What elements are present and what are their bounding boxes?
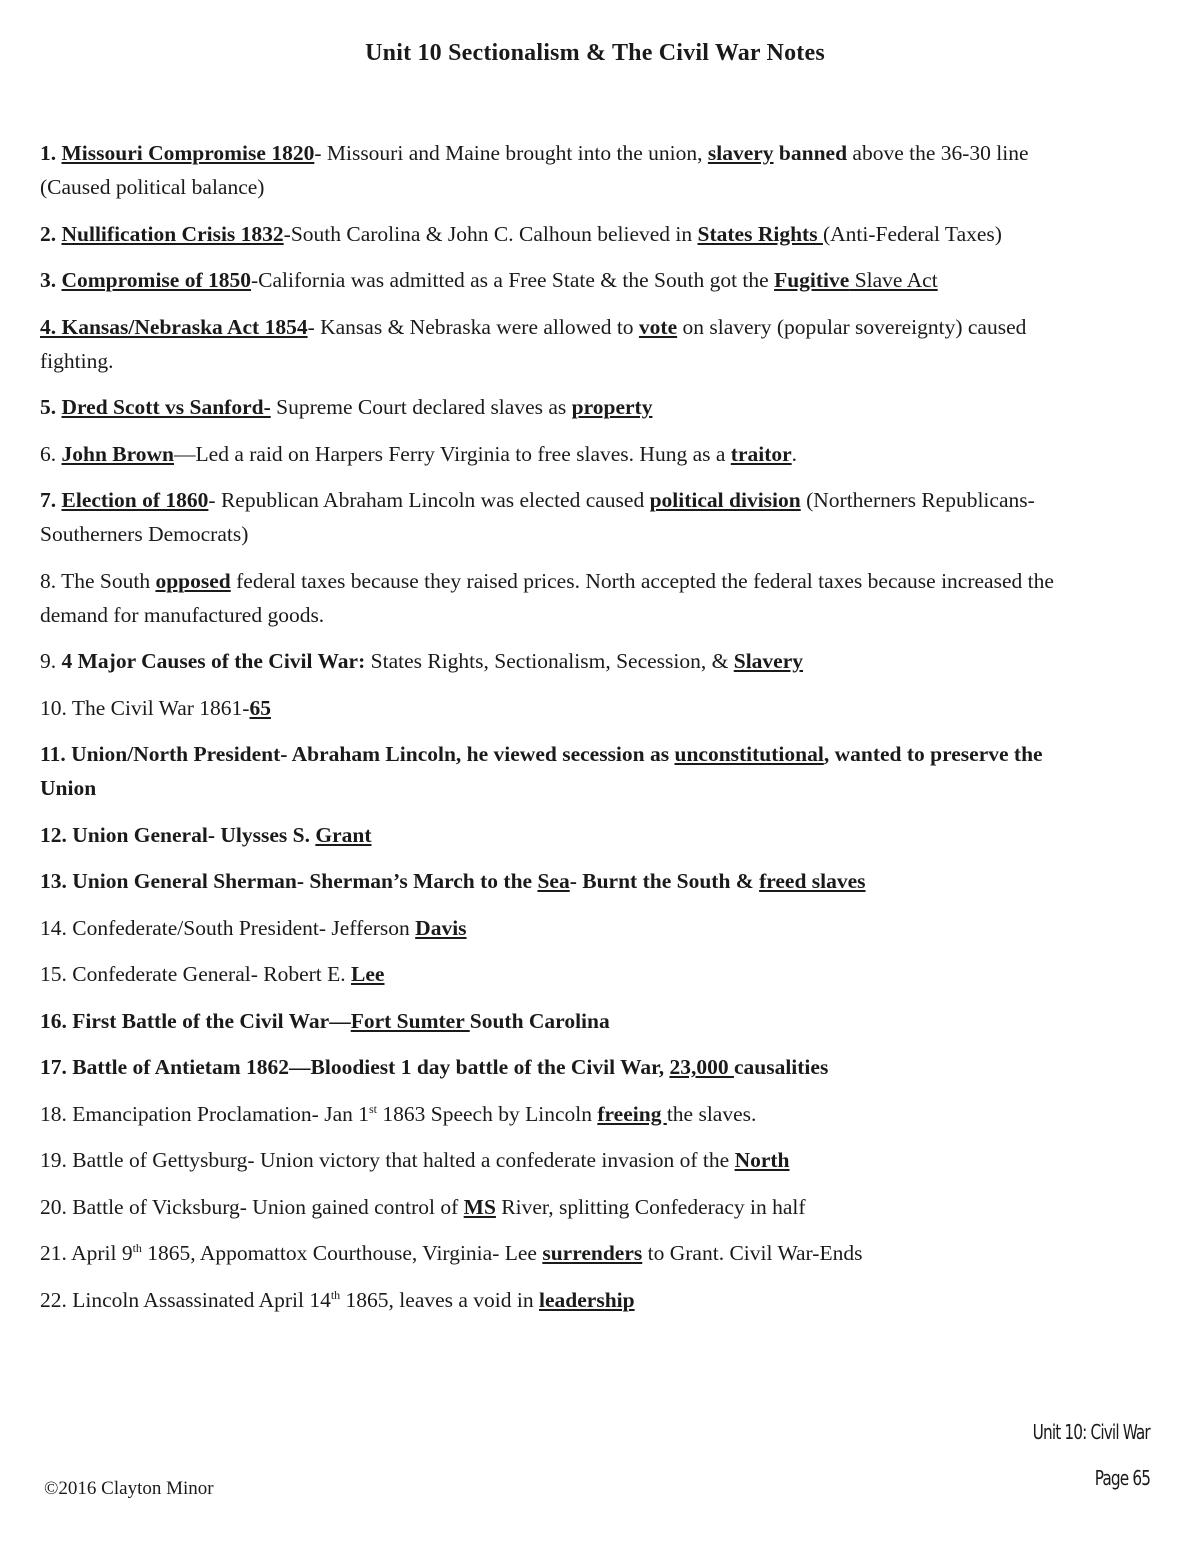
note-key-term: Lee — [351, 962, 385, 986]
note-text: 15. Confederate General- Robert E. — [40, 962, 352, 986]
note-key-term: traitor — [730, 441, 792, 466]
note-item — [40, 217, 1080, 251]
note-text: on slavery (popular sovereignty) caused fighting. — [40, 314, 1027, 373]
note-item — [40, 390, 1080, 424]
note-item — [40, 1097, 1080, 1131]
note-text: 22. Lincoln Assassinated April 14 — [40, 1287, 331, 1312]
note-key-term: 65 — [249, 695, 271, 720]
note-number: 9. — [40, 649, 62, 673]
note-key-term: 23,000 — [669, 1055, 734, 1079]
note-text: 8. The South — [40, 568, 156, 593]
note-key-term: opposed — [155, 568, 231, 593]
note-text: - Republican Abraham Lincoln was elected caused — [208, 488, 650, 512]
ordinal-suffix: th — [330, 1287, 341, 1302]
note-text: 20. Battle of Vicksburg- Union gained control of — [40, 1194, 464, 1219]
note-item — [40, 1190, 1080, 1224]
note-text: 12. Union General- Ulysses S. — [40, 822, 316, 847]
note-key-term: MS — [463, 1194, 496, 1219]
note-term: 4 Major Causes of the Civil War: — [61, 649, 366, 673]
note-key-term: banned — [773, 141, 848, 165]
note-key-term: freeing — [597, 1101, 667, 1126]
note-text: . — [791, 441, 798, 466]
ordinal-suffix: st — [369, 1101, 378, 1116]
note-text: 14. Confederate/South President- Jefferson — [40, 915, 416, 940]
note-number: 1. — [40, 141, 62, 165]
note-number: 2. — [40, 221, 62, 246]
ordinal-suffix: th — [132, 1240, 142, 1255]
note-text: federal taxes because they raised prices. North accepted the federal taxes because increased the demand for manufactured goods. — [40, 568, 1054, 627]
note-item — [40, 310, 1080, 378]
note-text: 1865, Appomattox Courthouse, Virginia- Lee — [141, 1241, 543, 1265]
note-number: 5. — [40, 395, 62, 419]
note-key-term: Fugitive — [774, 268, 850, 292]
page-number: Page 65 — [1094, 1466, 1150, 1490]
note-text: , wanted to preserve the Union — [40, 742, 1043, 800]
note-text: 21. April 9 — [40, 1241, 133, 1265]
note-text: - Kansas & Nebraska were allowed to — [307, 314, 639, 339]
note-term: Election of 1860 — [61, 488, 209, 512]
note-text: Supreme Court declared slaves as — [270, 395, 572, 419]
note-text: 18. Emancipation Proclamation- Jan 1 — [40, 1101, 369, 1126]
note-key-term: North — [734, 1148, 790, 1172]
note-item — [40, 644, 1080, 678]
note-text: 1863 Speech by Lincoln — [377, 1101, 598, 1126]
copyright: ©2016 Clayton Minor — [44, 1478, 214, 1499]
notes-list — [40, 136, 1080, 1329]
note-key-term: Slavery — [733, 649, 804, 673]
note-key-term: Grant — [315, 822, 372, 847]
note-key-term: leadership — [539, 1287, 635, 1312]
note-key-term: unconstitutional — [674, 742, 824, 766]
note-term: John Brown — [61, 441, 175, 466]
note-key-term: Slave Act — [849, 268, 938, 292]
note-item — [40, 864, 1080, 898]
note-item — [40, 437, 1080, 471]
page-title: Unit 10 Sectionalism & The Civil War Notes — [365, 40, 825, 66]
note-text: 10. The Civil War 1861- — [40, 695, 250, 720]
note-item — [40, 1050, 1080, 1084]
note-item — [40, 263, 1080, 297]
note-text: causalities — [733, 1055, 829, 1079]
note-item — [40, 818, 1080, 852]
note-text: 17. Battle of Antietam 1862—Bloodiest 1 day battle of the Civil War, — [40, 1055, 670, 1079]
note-text: 13. Union General Sherman- Sherman’s March to the — [40, 869, 538, 893]
note-text: - Missouri and Maine brought into the union, — [314, 141, 708, 165]
note-text: the slaves. — [666, 1101, 757, 1126]
note-key-term: States Rights — [697, 221, 823, 246]
note-item — [40, 1004, 1080, 1038]
note-text: above the 36-30 line (Caused political balance) — [40, 141, 1029, 199]
note-number: 7. — [40, 488, 62, 512]
note-item — [40, 136, 1080, 204]
note-number: 6. — [40, 441, 62, 466]
note-term: Dred Scott vs Sanford- — [61, 395, 271, 419]
unit-label: Unit 10: Civil War — [1032, 1420, 1150, 1444]
note-key-term: Sea — [537, 869, 570, 893]
note-text: (Anti-Federal Taxes) — [822, 221, 1002, 246]
note-item — [40, 483, 1080, 551]
note-key-term: property — [571, 395, 653, 419]
note-key-term: surrenders — [542, 1241, 643, 1265]
note-text: -California was admitted as a Free State & the South got the — [251, 268, 775, 292]
note-text: (Northerners Republicans-Southerners Democrats) — [40, 488, 1035, 546]
note-text: - Burnt the South & — [569, 869, 760, 893]
note-text: -South Carolina & John C. Calhoun believed in — [283, 221, 698, 246]
note-item — [40, 911, 1080, 945]
note-text: States Rights, Sectionalism, Secession, & — [365, 649, 734, 673]
note-item — [40, 1283, 1080, 1317]
note-term: Nullification Crisis 1832 — [61, 221, 284, 246]
note-key-term: political division — [649, 488, 801, 512]
note-item — [40, 737, 1080, 805]
note-item — [40, 691, 1080, 725]
note-text: 19. Battle of Gettysburg- Union victory that halted a confederate invasion of the — [40, 1148, 735, 1172]
note-text: River, splitting Confederacy in half — [495, 1194, 806, 1219]
note-key-term: slavery — [707, 141, 774, 165]
note-term: 4. Kansas/Nebraska Act 1854 — [40, 314, 308, 339]
note-term: Missouri Compromise 1820 — [61, 141, 315, 165]
note-number: 3. — [40, 268, 62, 292]
note-text: 11. Union/North President- Abraham Lincoln, he viewed secession as — [40, 742, 675, 766]
note-key-term: Fort Sumter — [350, 1008, 470, 1033]
note-key-term: Davis — [415, 915, 467, 940]
note-term: Compromise of 1850 — [61, 268, 252, 292]
note-text: —Led a raid on Harpers Ferry Virginia to free slaves. Hung as a — [174, 441, 731, 466]
note-item — [40, 1143, 1080, 1177]
note-key-term: vote — [638, 314, 678, 339]
note-item — [40, 564, 1080, 632]
note-text: South Carolina — [469, 1008, 610, 1033]
note-item — [40, 1236, 1080, 1270]
note-key-term: freed slaves — [759, 869, 866, 893]
note-text: to Grant. Civil War-Ends — [642, 1241, 863, 1265]
note-text: 16. First Battle of the Civil War— — [40, 1008, 351, 1033]
note-text: 1865, leaves a void in — [340, 1287, 540, 1312]
note-item — [40, 957, 1080, 991]
